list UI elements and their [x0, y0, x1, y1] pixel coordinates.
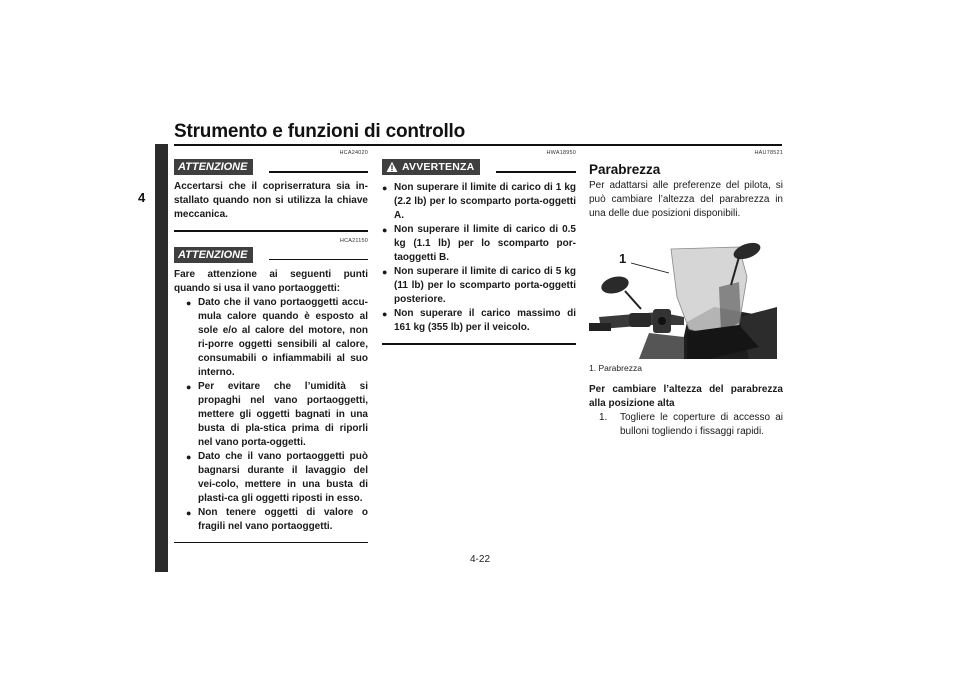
figure-callout: 1 — [619, 251, 627, 266]
column-left — [174, 150, 368, 543]
warning-label: AVVERTENZA — [402, 161, 475, 173]
list-item: ● Dato che il vano portaoggetti accu-mula calore quando è esposto al sole e/o al calore del motore, non ri-porre oggetti sensibili al calore, consumabili o infiammabili al suo interno. — [186, 296, 368, 378]
step-item — [599, 411, 783, 439]
step-number: 1. — [599, 412, 608, 423]
list-item: ● Non superare il limite di carico di 0.5 kg (1.1 lb) per lo scomparto por-taoggetti B. — [382, 224, 576, 263]
bullet-icon: ● — [382, 309, 388, 319]
windshield-illustration — [589, 237, 777, 359]
list-item: ● Non superare il limite di carico di 1 kg (2.2 lb) per lo scomparto porta-oggetti A. — [382, 182, 576, 221]
figure-caption: 1. Parabrezza — [589, 363, 642, 373]
divider — [382, 343, 576, 345]
chapter-tab — [155, 144, 168, 572]
caution-intro: Fare attenzione ai seguenti punti quando si usa il vano portaoggetti: — [174, 268, 368, 294]
list-item: ● Non superare il limite di carico di 5 kg (11 lb) per lo scomparto porta-oggetti posteriore. — [382, 266, 576, 305]
column-right — [589, 150, 783, 439]
warning-banner — [382, 159, 576, 175]
list-item: ● Non superare il carico massimo di 161 kg (355 lb) per il veicolo. — [382, 308, 576, 333]
ref-code: HCA24020 — [339, 150, 368, 156]
section-intro: Per adattarsi alle preferenze del pilota, si può cambiare l’altezza del parabrezza in una delle due posizioni disponibili. — [589, 180, 783, 219]
bullet-icon: ● — [382, 183, 388, 193]
section-heading: Parabrezza — [589, 162, 661, 177]
bullet-icon: ● — [186, 297, 192, 308]
bullet-icon: ● — [186, 451, 192, 462]
bullet-icon: ● — [186, 507, 192, 518]
bullet-icon: ● — [382, 267, 388, 277]
list-item: ● Dato che il vano portaoggetti può bagnarsi durante il lavaggio del vei-colo, mettere in una busta di plasti-ca gli oggetti riposti in esso. — [186, 450, 368, 504]
caution-list — [186, 296, 368, 534]
divider — [174, 542, 368, 544]
column-middle — [382, 150, 576, 345]
bullet-icon: ● — [382, 225, 388, 235]
ref-code: HAU78521 — [754, 150, 783, 156]
title-rule — [174, 144, 782, 146]
warning-triangle-icon — [386, 161, 398, 173]
step-text: Togliere le coperture di accesso ai bulloni togliendo i fissaggi rapidi. — [620, 412, 783, 437]
page-title: Strumento e funzioni di controllo — [174, 121, 466, 142]
caution-banner — [174, 159, 368, 175]
ref-code: HWA18950 — [546, 150, 576, 156]
page-number: 4-22 — [469, 554, 490, 565]
caution-text: Accertarsi che il copriserratura sia in-stallato quando non si utilizza la chiave meccanica. — [174, 181, 368, 220]
bullet-icon: ● — [186, 381, 192, 392]
chapter-number: 4 — [138, 190, 146, 205]
list-item: ● Per evitare che l’umidità si propaghi nel vano portaoggetti, mettere gli oggetti bagnati in una busta di pla-stica prima di riporli nel vano porta-oggetti. — [186, 380, 368, 448]
subheading: Per cambiare l’altezza del parabrezza alla posizione alta — [589, 384, 783, 409]
caution-label: ATTENZIONE — [174, 247, 253, 263]
ref-code: HCA21150 — [339, 237, 368, 244]
caution-banner — [174, 247, 368, 263]
divider — [174, 230, 368, 232]
warning-list — [382, 181, 576, 335]
caution-label: ATTENZIONE — [174, 159, 253, 175]
list-item: ● Non tenere oggetti di valore o fragili nel vano portaoggetti. — [186, 506, 368, 532]
